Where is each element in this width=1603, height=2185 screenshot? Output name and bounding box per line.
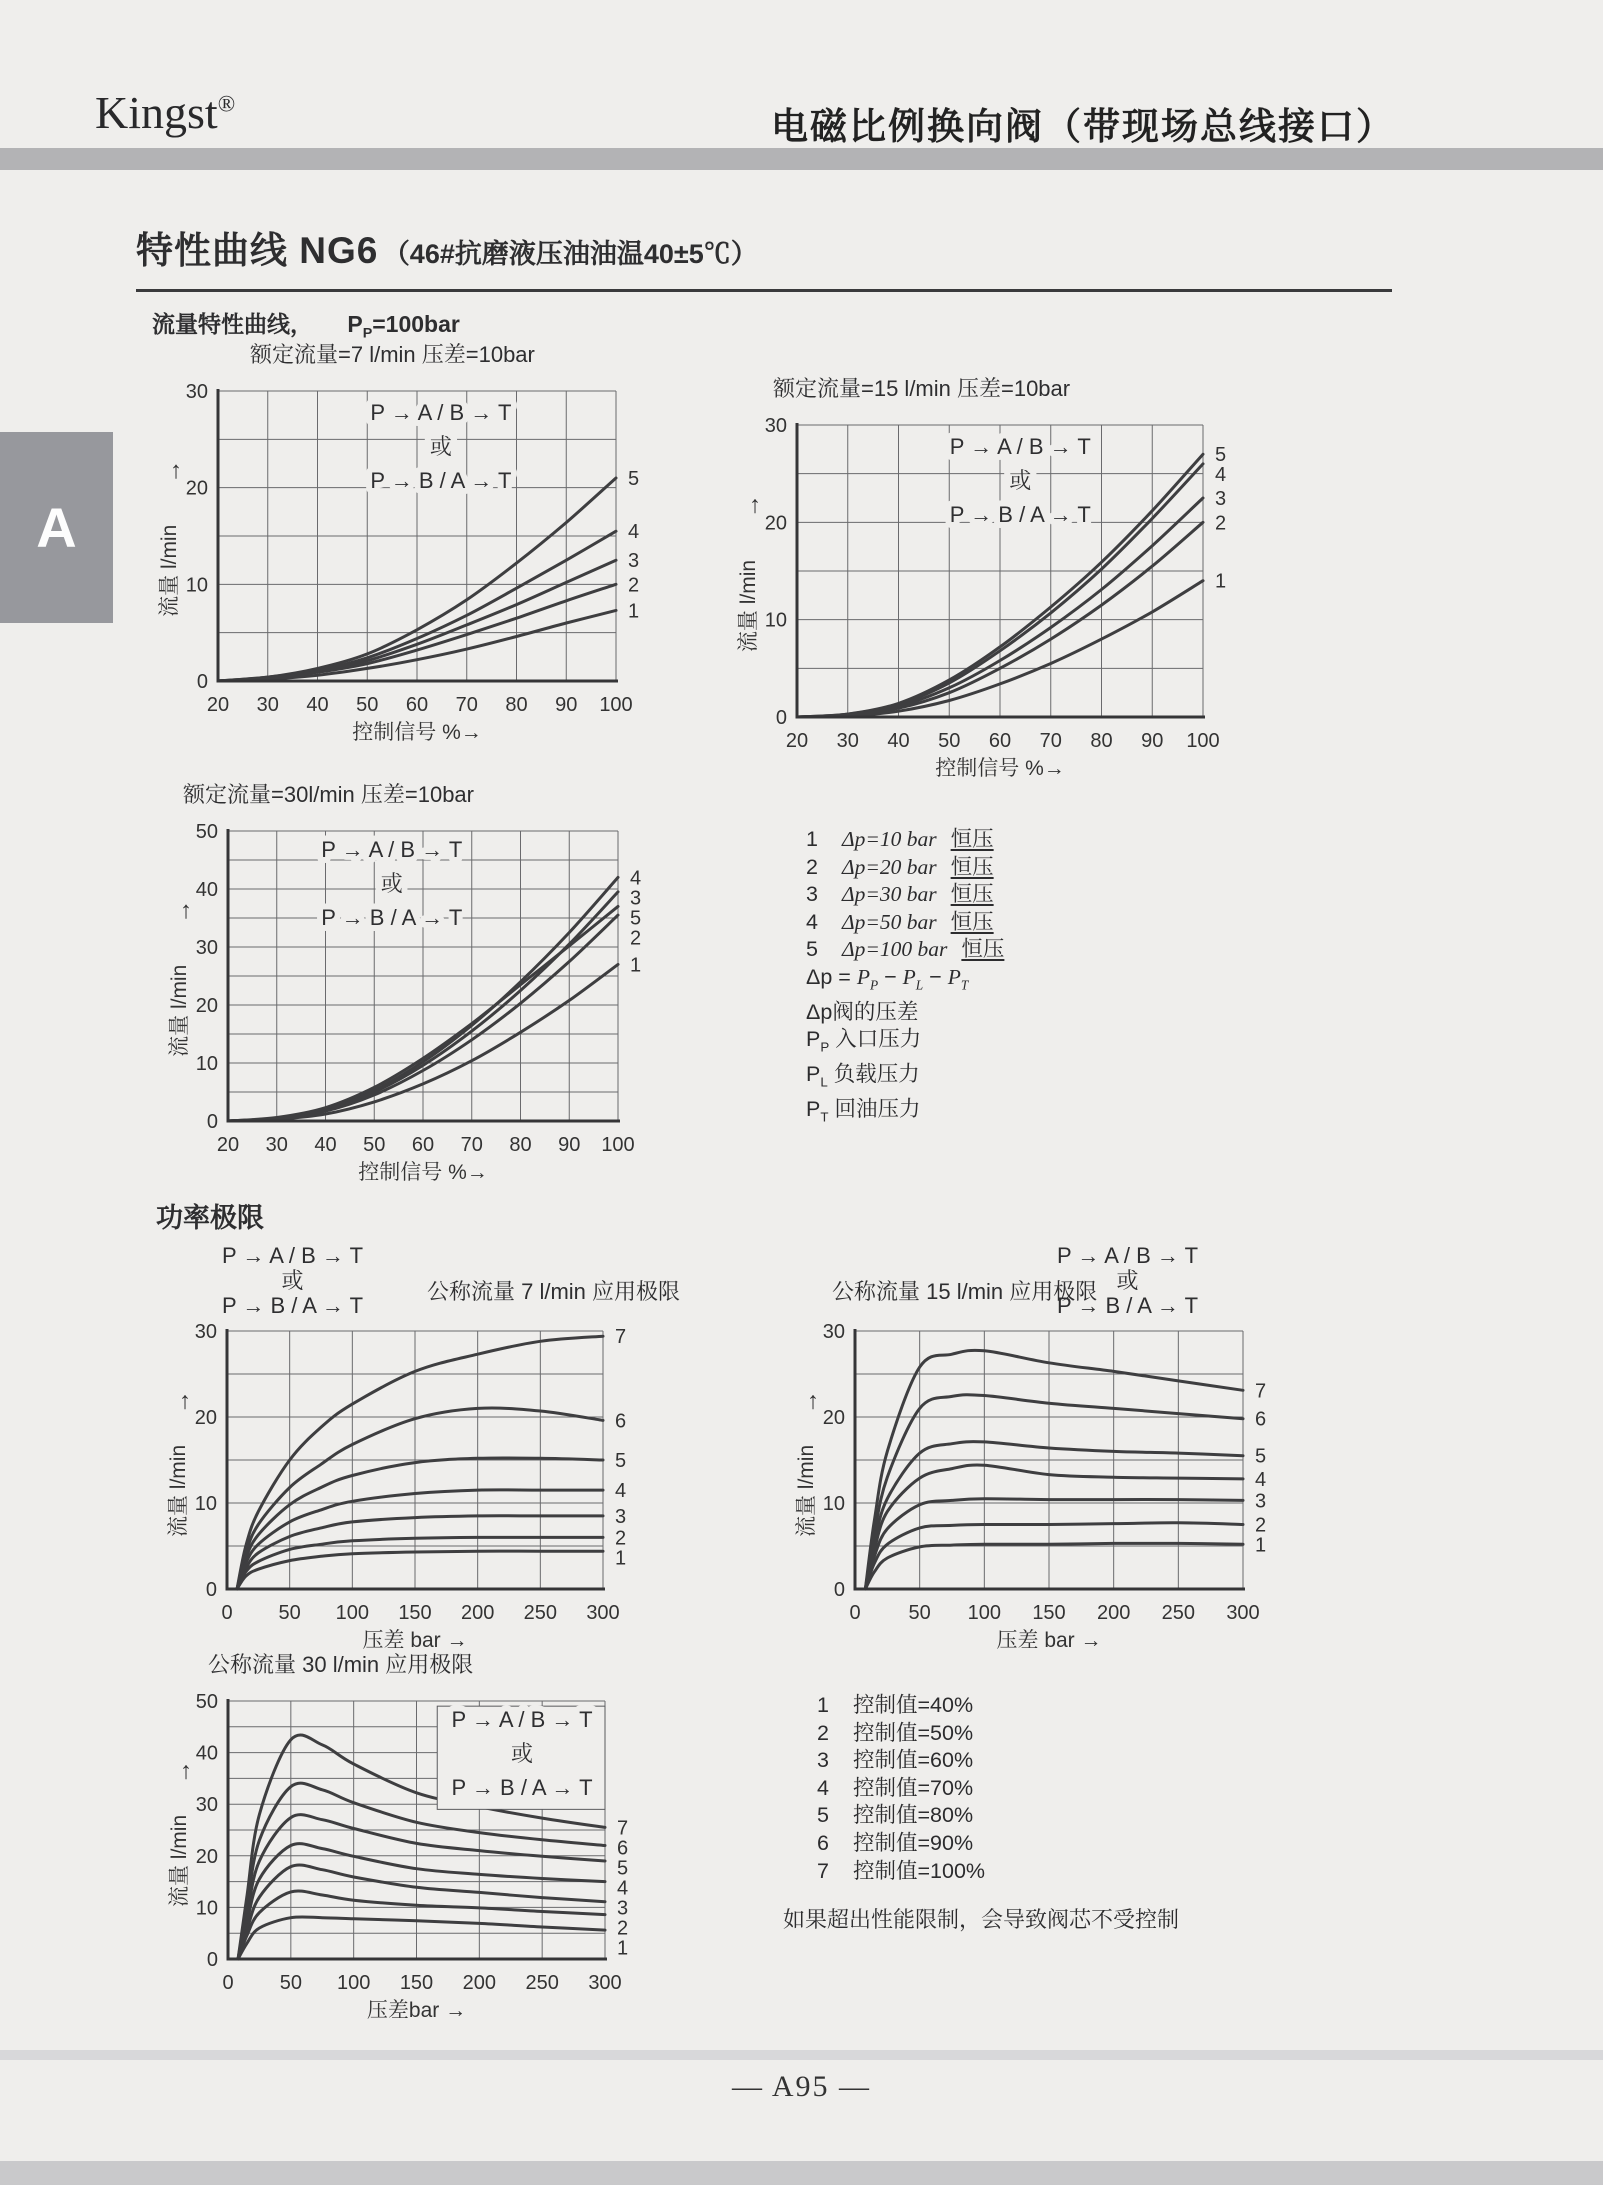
legend-item: 6 控制值=90% <box>817 1830 974 1855</box>
chart-power-limit-30 <box>168 1648 647 2028</box>
chart-title: 额定流量=7 l/min 压差=10bar <box>250 342 535 367</box>
chart-head <box>795 1243 1285 1317</box>
pressure-definition: $P_T$ 回油压力 <box>806 1097 921 1125</box>
svg-text:100: 100 <box>1186 730 1220 752</box>
svg-text:10: 10 <box>195 1053 218 1075</box>
svg-text:20: 20 <box>194 1407 217 1429</box>
chart-power-limit-15-canvas <box>795 1317 1285 1658</box>
svg-text:100: 100 <box>601 1134 635 1156</box>
svg-text:3: 3 <box>1215 488 1227 510</box>
svg-text:70: 70 <box>1039 730 1062 752</box>
power-limit-heading: 功率极限 <box>156 1203 264 1233</box>
svg-text:0: 0 <box>206 1949 218 1971</box>
svg-text:或: 或 <box>380 871 403 897</box>
svg-text:4: 4 <box>1215 464 1227 487</box>
svg-text:4: 4 <box>617 1877 629 1900</box>
header-divider-bar <box>0 148 1603 170</box>
svg-text:P → A / B → T: P → A / B → T <box>451 1706 593 1732</box>
legend-item: 1 Δp=10 bar 恒压 <box>806 827 994 851</box>
svg-text:0: 0 <box>222 1972 234 1994</box>
legend-item: 2 控制值=50% <box>817 1720 974 1745</box>
chart-flow-rated-30-canvas <box>168 817 660 1190</box>
legend-control-values <box>817 1692 985 1885</box>
svg-text:10: 10 <box>195 1897 218 1920</box>
svg-text:150: 150 <box>399 1972 434 1994</box>
svg-text:70: 70 <box>455 694 478 716</box>
chart-title: 公称流量 30 l/min 应用极限 <box>208 1652 474 1677</box>
svg-text:P → B / A → T: P → B / A → T <box>451 1774 593 1800</box>
svg-text:0: 0 <box>196 671 208 693</box>
svg-text:1: 1 <box>1255 1534 1267 1557</box>
svg-text:20: 20 <box>185 477 208 500</box>
svg-text:3: 3 <box>617 1897 629 1920</box>
svg-text:20: 20 <box>216 1134 240 1156</box>
svg-text:300: 300 <box>586 1602 620 1624</box>
svg-text:或: 或 <box>429 434 452 459</box>
svg-text:0: 0 <box>775 707 787 729</box>
svg-text:90: 90 <box>558 1134 581 1156</box>
svg-text:7: 7 <box>617 1817 629 1840</box>
svg-text:80: 80 <box>509 1134 532 1156</box>
svg-text:40: 40 <box>314 1134 337 1156</box>
svg-text:4: 4 <box>630 867 642 890</box>
chart-flow-rated-7-canvas <box>158 377 658 750</box>
svg-text:1: 1 <box>615 1547 627 1570</box>
svg-text:控制信号 %→: 控制信号 %→ <box>935 757 1065 780</box>
svg-text:2: 2 <box>628 574 640 597</box>
svg-text:P → A / B → T: P → A / B → T <box>370 400 512 425</box>
svg-text:30: 30 <box>256 694 279 716</box>
svg-text:0: 0 <box>205 1579 217 1601</box>
svg-text:80: 80 <box>505 694 528 716</box>
svg-text:流量 l/min: 流量 l/min <box>737 559 760 653</box>
svg-text:50: 50 <box>908 1602 931 1624</box>
svg-text:压差 bar →: 压差 bar → <box>362 1629 468 1652</box>
legend-item: 3 控制值=60% <box>817 1748 974 1773</box>
svg-text:0: 0 <box>221 1602 233 1624</box>
svg-text:60: 60 <box>988 730 1012 752</box>
svg-text:10: 10 <box>185 574 208 597</box>
legend-item: 7 控制值=100% <box>817 1858 986 1883</box>
svg-text:2: 2 <box>617 1917 629 1940</box>
svg-text:5: 5 <box>628 468 640 490</box>
svg-text:50: 50 <box>938 730 961 752</box>
svg-text:250: 250 <box>525 1972 559 1994</box>
svg-text:250: 250 <box>523 1602 558 1624</box>
svg-text:100: 100 <box>967 1602 1002 1624</box>
svg-text:200: 200 <box>462 1972 497 1994</box>
svg-text:5: 5 <box>630 907 642 930</box>
section-title-sub: （46#抗磨液压油油温40±5℃） <box>382 239 758 269</box>
svg-text:4: 4 <box>628 521 640 544</box>
performance-note: 如果超出性能限制，会导致阀芯不受控制 <box>783 1907 1180 1932</box>
svg-text:↑: ↑ <box>170 457 182 484</box>
svg-text:250: 250 <box>1161 1602 1196 1624</box>
svg-text:30: 30 <box>194 1321 217 1343</box>
chart-flow-rated-15 <box>737 372 1245 786</box>
svg-text:1: 1 <box>617 1937 629 1960</box>
svg-text:200: 200 <box>460 1602 495 1624</box>
svg-text:P → B / A → T: P → B / A → T <box>370 468 512 493</box>
chart-flow-rated-7 <box>158 338 658 750</box>
svg-text:20: 20 <box>785 730 809 752</box>
svg-text:20: 20 <box>195 995 218 1017</box>
chart-power-limit-7-canvas <box>167 1317 645 1658</box>
svg-text:4: 4 <box>1255 1468 1267 1491</box>
svg-text:2: 2 <box>1215 512 1227 535</box>
svg-text:控制信号 %→: 控制信号 %→ <box>358 1161 488 1184</box>
svg-text:0: 0 <box>206 1111 218 1133</box>
svg-text:50: 50 <box>356 694 379 716</box>
svg-text:30: 30 <box>265 1134 288 1156</box>
svg-text:10: 10 <box>764 609 787 632</box>
svg-text:或: 或 <box>511 1740 534 1766</box>
svg-text:20: 20 <box>822 1407 845 1429</box>
svg-text:流量 l/min: 流量 l/min <box>168 1814 191 1908</box>
chart-canvas <box>168 817 660 1185</box>
svg-text:20: 20 <box>206 694 230 716</box>
svg-text:控制信号 %→: 控制信号 %→ <box>352 721 482 744</box>
svg-text:3: 3 <box>1255 1490 1267 1513</box>
annotation-line: 或 <box>281 1268 304 1293</box>
svg-text:5: 5 <box>615 1450 627 1472</box>
footer-divider-bar <box>0 2050 1603 2060</box>
svg-text:压差bar →: 压差bar → <box>366 1999 467 2022</box>
annotation-line: 或 <box>1116 1268 1139 1293</box>
page-title: 电磁比例换向阀（带现场总线接口） <box>771 106 1395 147</box>
svg-text:P → A / B → T: P → A / B → T <box>949 434 1091 460</box>
legend-item: 4 控制值=70% <box>817 1775 974 1800</box>
chart-canvas <box>168 1687 647 2023</box>
pp-condition: $P_P=100bar$ <box>347 311 460 342</box>
chart-title: 额定流量=30l/min 压差=10bar <box>183 782 474 807</box>
registered-mark: ® <box>217 91 236 117</box>
legend-item: 1 控制值=40% <box>817 1693 974 1717</box>
svg-text:1: 1 <box>628 600 640 623</box>
chart-power-limit-7 <box>167 1243 681 1658</box>
svg-text:0: 0 <box>833 1579 845 1601</box>
svg-text:3: 3 <box>628 550 640 573</box>
section-title <box>136 220 758 274</box>
svg-text:150: 150 <box>1032 1602 1066 1624</box>
svg-text:↑: ↑ <box>807 1387 819 1415</box>
svg-text:10: 10 <box>194 1493 217 1515</box>
svg-text:90: 90 <box>1141 730 1164 752</box>
dp-definition: Δp阀的压差 <box>806 999 919 1024</box>
svg-text:4: 4 <box>615 1480 627 1503</box>
svg-text:5: 5 <box>1255 1445 1267 1468</box>
svg-text:90: 90 <box>555 694 578 716</box>
chart-title: 公称流量 15 l/min 应用极限 <box>832 1279 1098 1304</box>
svg-text:200: 200 <box>1096 1602 1131 1624</box>
annotation-line: P → A / B → T <box>222 1243 364 1268</box>
svg-text:压差 bar →: 压差 bar → <box>996 1629 1102 1652</box>
svg-text:2: 2 <box>615 1527 627 1550</box>
svg-text:20: 20 <box>195 1845 218 1868</box>
svg-text:2: 2 <box>1255 1514 1267 1537</box>
svg-text:↑: ↑ <box>180 897 192 924</box>
svg-text:6: 6 <box>615 1410 627 1433</box>
svg-text:↑: ↑ <box>180 1757 192 1785</box>
svg-text:100: 100 <box>336 1972 371 1994</box>
svg-text:80: 80 <box>1090 730 1113 752</box>
svg-text:流量 l/min: 流量 l/min <box>168 964 191 1057</box>
pressure-definition: $P_L$ 负载压力 <box>806 1062 920 1090</box>
sidebar-tab-a[interactable]: A <box>0 432 113 623</box>
legend-delta-p <box>806 826 1004 1131</box>
legend-item: 3 Δp=30 bar 恒压 <box>806 882 994 907</box>
svg-text:7: 7 <box>1255 1380 1267 1403</box>
svg-text:30: 30 <box>836 730 859 752</box>
chart-head <box>167 1243 681 1318</box>
svg-text:30: 30 <box>185 381 208 403</box>
svg-text:150: 150 <box>398 1602 432 1624</box>
chart-title: 公称流量 7 l/min 应用极限 <box>427 1279 681 1304</box>
section-rule <box>136 289 1392 292</box>
svg-text:流量 l/min: 流量 l/min <box>167 1444 190 1538</box>
chart-power-limit-30-canvas <box>168 1687 647 2028</box>
chart-canvas <box>737 411 1245 781</box>
svg-text:300: 300 <box>1226 1602 1260 1624</box>
svg-text:6: 6 <box>617 1837 629 1860</box>
chart-flow-rated-30 <box>168 778 660 1190</box>
svg-text:2: 2 <box>630 927 642 950</box>
section-title-main: 特性曲线 NG6 <box>136 230 379 271</box>
svg-text:流量 l/min: 流量 l/min <box>158 524 181 617</box>
legend-item: 5 控制值=80% <box>817 1803 974 1828</box>
svg-text:50: 50 <box>195 1691 218 1713</box>
svg-text:3: 3 <box>615 1505 627 1528</box>
legend-item: 4 Δp=50 bar 恒压 <box>806 909 994 934</box>
svg-text:100: 100 <box>335 1602 370 1624</box>
svg-text:50: 50 <box>363 1134 386 1156</box>
svg-text:10: 10 <box>822 1493 845 1515</box>
svg-text:50: 50 <box>195 821 218 843</box>
brand-logo: Kingst® <box>95 87 236 138</box>
chart-flow-rated-15-canvas <box>737 411 1245 786</box>
annotation-line: P → A / B → T <box>1057 1243 1199 1268</box>
svg-text:P → B / A → T: P → B / A → T <box>949 502 1091 528</box>
svg-text:100: 100 <box>599 694 633 716</box>
flow-path-annotation <box>222 1243 363 1318</box>
legend-item: 5 Δp=100 bar 恒压 <box>806 937 1005 962</box>
svg-text:40: 40 <box>195 1742 218 1765</box>
svg-text:5: 5 <box>1215 444 1227 467</box>
chart-power-limit-15 <box>795 1243 1285 1658</box>
svg-text:0: 0 <box>849 1602 861 1624</box>
svg-text:60: 60 <box>411 1134 435 1156</box>
flow-section-label: 流量特性曲线， $P_P=100bar$ <box>152 311 460 342</box>
svg-text:↑: ↑ <box>179 1387 191 1415</box>
chart-canvas <box>167 1317 645 1653</box>
svg-text:40: 40 <box>195 879 218 901</box>
svg-text:P → A / B → T: P → A / B → T <box>321 837 463 863</box>
pressure-definition: $P_P$ 入口压力 <box>806 1027 922 1055</box>
chart-canvas <box>795 1317 1285 1653</box>
svg-text:70: 70 <box>460 1134 483 1156</box>
annotation-line: P → B / A → T <box>1057 1293 1199 1318</box>
svg-text:或: 或 <box>1009 468 1032 494</box>
svg-text:3: 3 <box>630 887 642 910</box>
page-number: — A95 — <box>731 2070 871 2103</box>
svg-text:50: 50 <box>279 1972 302 1994</box>
svg-text:60: 60 <box>405 694 429 716</box>
svg-text:1: 1 <box>630 954 642 977</box>
svg-text:1: 1 <box>1215 570 1227 593</box>
svg-text:5: 5 <box>617 1857 629 1880</box>
svg-text:30: 30 <box>764 415 787 437</box>
svg-text:30: 30 <box>195 937 218 959</box>
chart-title: 额定流量=15 l/min 压差=10bar <box>773 376 1071 401</box>
legend-item: 2 Δp=20 bar 恒压 <box>806 854 994 879</box>
svg-text:6: 6 <box>1255 1408 1267 1431</box>
page-bottom-bar <box>0 2161 1603 2185</box>
svg-text:30: 30 <box>195 1794 218 1817</box>
chart-canvas <box>158 377 658 745</box>
svg-text:20: 20 <box>764 512 787 535</box>
annotation-line: P → B / A → T <box>222 1293 364 1318</box>
svg-text:30: 30 <box>822 1321 845 1343</box>
svg-text:40: 40 <box>887 730 910 752</box>
svg-text:40: 40 <box>306 694 329 716</box>
svg-text:300: 300 <box>588 1972 622 1994</box>
svg-text:↑: ↑ <box>749 491 761 519</box>
svg-text:50: 50 <box>278 1602 301 1624</box>
flow-path-annotation <box>1057 1243 1198 1318</box>
svg-text:P → B / A → T: P → B / A → T <box>321 905 463 931</box>
svg-text:7: 7 <box>615 1326 627 1349</box>
svg-text:流量 l/min: 流量 l/min <box>795 1444 818 1538</box>
dp-formula: $\Delta p = P_P - P_L - P_T$ <box>806 964 969 993</box>
